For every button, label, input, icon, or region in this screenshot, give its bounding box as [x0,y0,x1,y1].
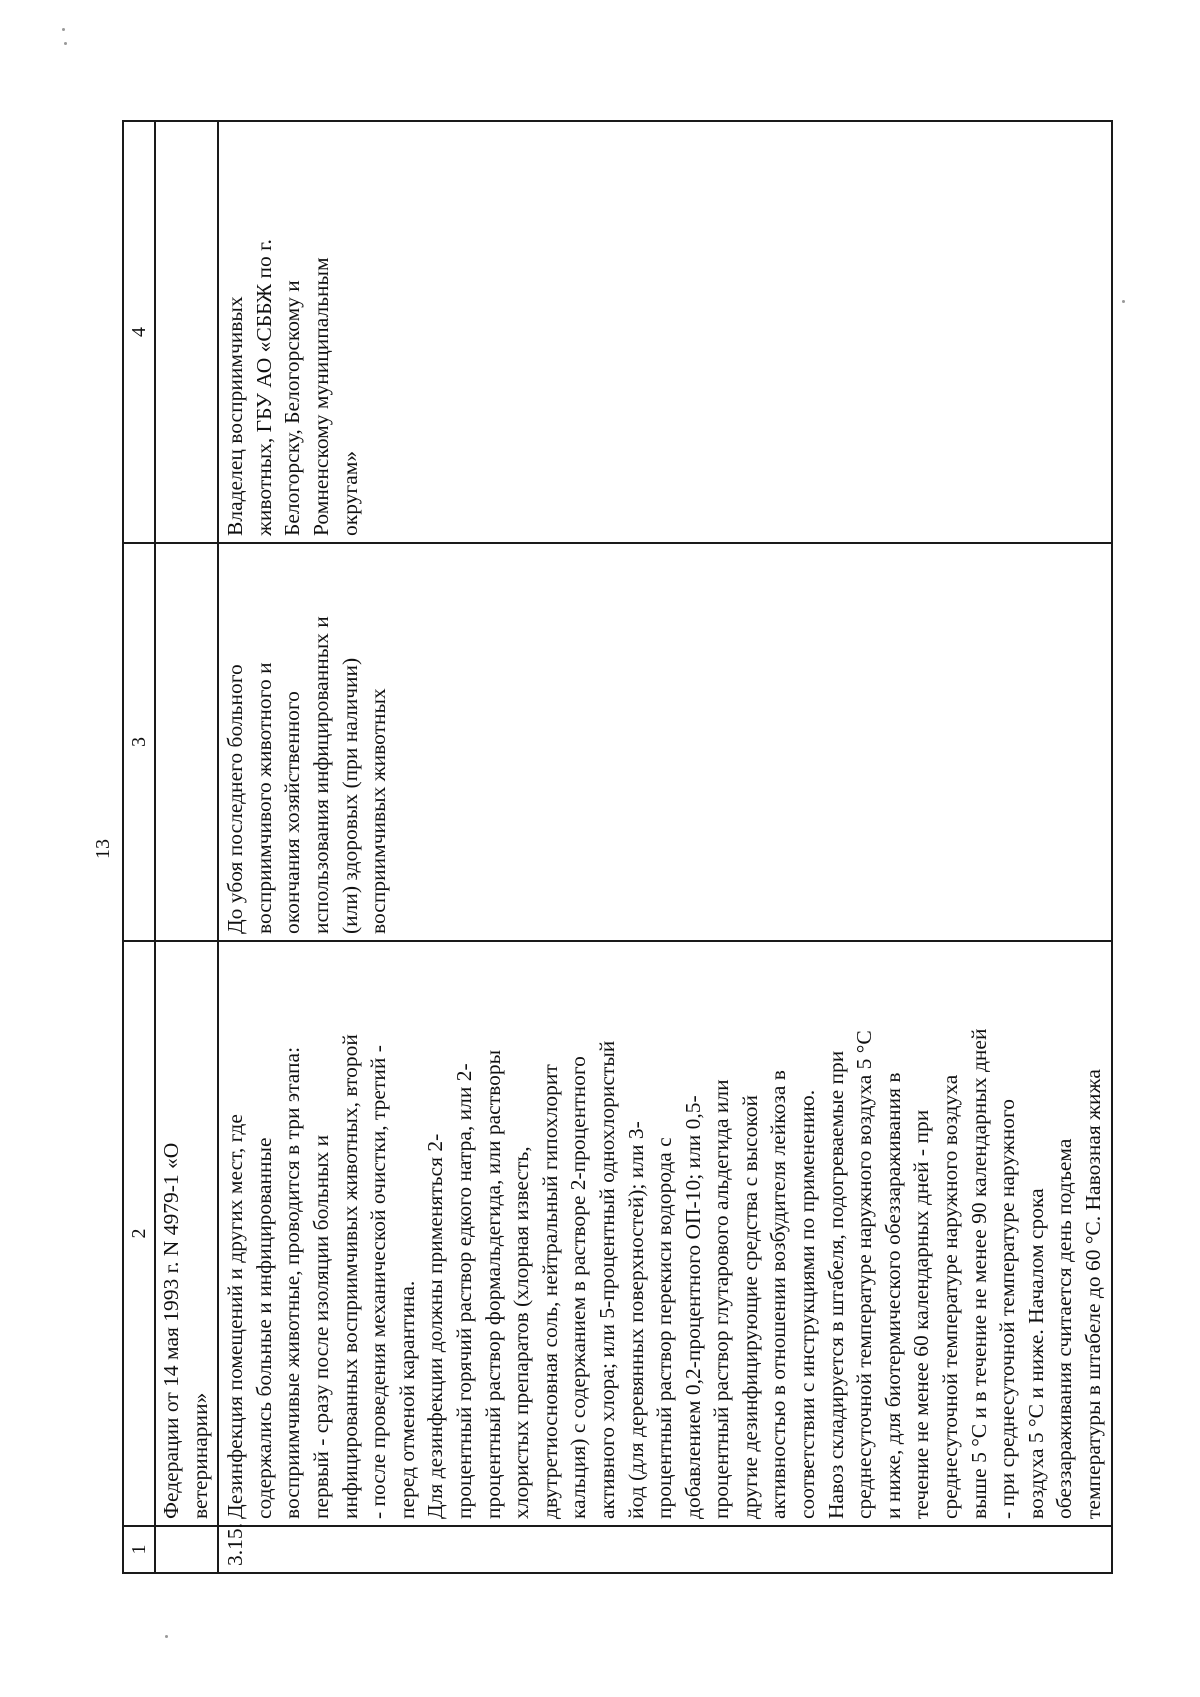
cell-term [155,543,218,941]
scan-speck [64,42,67,45]
text-line: и ниже, для биотермического обеззараживания в [880,1072,905,1519]
scan-speck [62,28,65,31]
text-line: процентный раствор глутарового альдегида или [709,1079,734,1519]
header-cell-3: 3 [123,543,155,941]
text-line: восприимчивого животного и [251,662,276,934]
cell-responsible [155,121,218,543]
text-line: инфицированных восприимчивых животных, второй [337,1034,362,1519]
text-line: другие дезинфицирующие средства с высокой [737,1095,762,1519]
text-line: среднесуточной температуре наружного воздуха [938,1074,963,1519]
cell-content [218,941,1111,1526]
text-line: процентный раствор перекиси водорода с [652,1137,677,1519]
text-line: выше 5 °С и в течение не менее 90 календарных дней [966,1028,991,1519]
header-cell-4: 4 [123,121,155,543]
text-line: среднесуточной температуре наружного воздуха 5 °С [852,1030,877,1519]
cell-content [155,941,218,1526]
text-line: До убоя последнего больного [223,664,248,934]
text-line: перед отменой карантина. [394,1280,419,1519]
text-line: Навоз складируется в штабеля, подогреваемые при [823,1050,848,1519]
text-line: - после проведения механической очистки, третий - [366,1045,391,1519]
text-line: процентный раствор формальдегида, или растворы [480,1049,505,1519]
item-number: 3.15. [223,1523,248,1566]
page-number: 13 [92,839,114,859]
scan-speck [165,1635,168,1638]
text-line: Дезинфекция помещений и других мест, где [223,1114,248,1519]
text-line: окончания хозяйственного [280,691,305,934]
cell-number [218,1523,1111,1573]
measures-table [122,120,1113,1574]
text-line: Белогорску, Белогорскому и [280,280,305,536]
scan-speck [1122,300,1125,303]
text-line: активного хлора; или 5-процентный однохлористый [594,1040,619,1519]
text-line: активностью в отношении возбудителя лейкоза в [766,1070,791,1519]
cell-term [218,543,1111,941]
text-line: ветеринарии» [187,1392,212,1519]
text-line: добавлением 0,2-процентного ОП-10; или 0,5- [680,1095,705,1519]
header-cell-2: 2 [123,941,155,1526]
text-line: Ромненскому муниципальным [308,257,333,536]
text-line: восприимчивых животных [366,688,391,934]
table-row-continuation [155,121,218,1573]
text-line: температуры в штабеле до 60 °С. Навозная жижа [1081,1069,1105,1519]
text-line: соответствии с инструкциями по применению. [795,1089,820,1519]
text-line: воздуха 5 °С и ниже. Началом срока [1023,1188,1048,1519]
text-line: течение не менее 60 календарных дней - при [909,1109,934,1519]
cell-responsible [218,121,1111,543]
text-line: Федерации от 14 мая 1993 г. N 4979-1 «О [159,1142,183,1519]
text-line: хлористых препаратов (хлорная известь, [509,1146,534,1519]
text-line: - при среднесуточной температуре наружного [995,1099,1020,1519]
text-line: йод (для деревянных поверхностей); или 3- [623,1121,648,1519]
text-line: использования инфицированных и [308,616,333,934]
text-line: обеззараживания считается день подъема [1052,1138,1077,1519]
text-line: процентный горячий раствор едкого натра, или 2- [451,1063,476,1519]
text-line: животных, ГБУ АО «СББЖ по г. [251,239,276,536]
text-line: содержались больные и инфицированные [251,1137,276,1519]
table-header-row [123,121,155,1573]
table-row-item [218,121,1111,1573]
text-line: Владелец восприимчивых [223,296,248,536]
cell-number [155,1526,218,1573]
text-line: (или) здоровых (при наличии) [337,657,362,934]
text-line: Для дезинфекции должны применяться 2- [423,1133,448,1519]
text-line: кальция) с содержанием в растворе 2-процентного [566,1056,591,1519]
text-line: первый - сразу после изоляции больных и [308,1134,333,1519]
text-line: округам» [337,450,362,536]
header-cell-1: 1 [123,1526,155,1573]
text-line: двутретиосновная соль, нейтральный гипохлорит [537,1064,562,1519]
text-line: восприимчивые животные, проводится в три этапа: [280,1046,305,1519]
